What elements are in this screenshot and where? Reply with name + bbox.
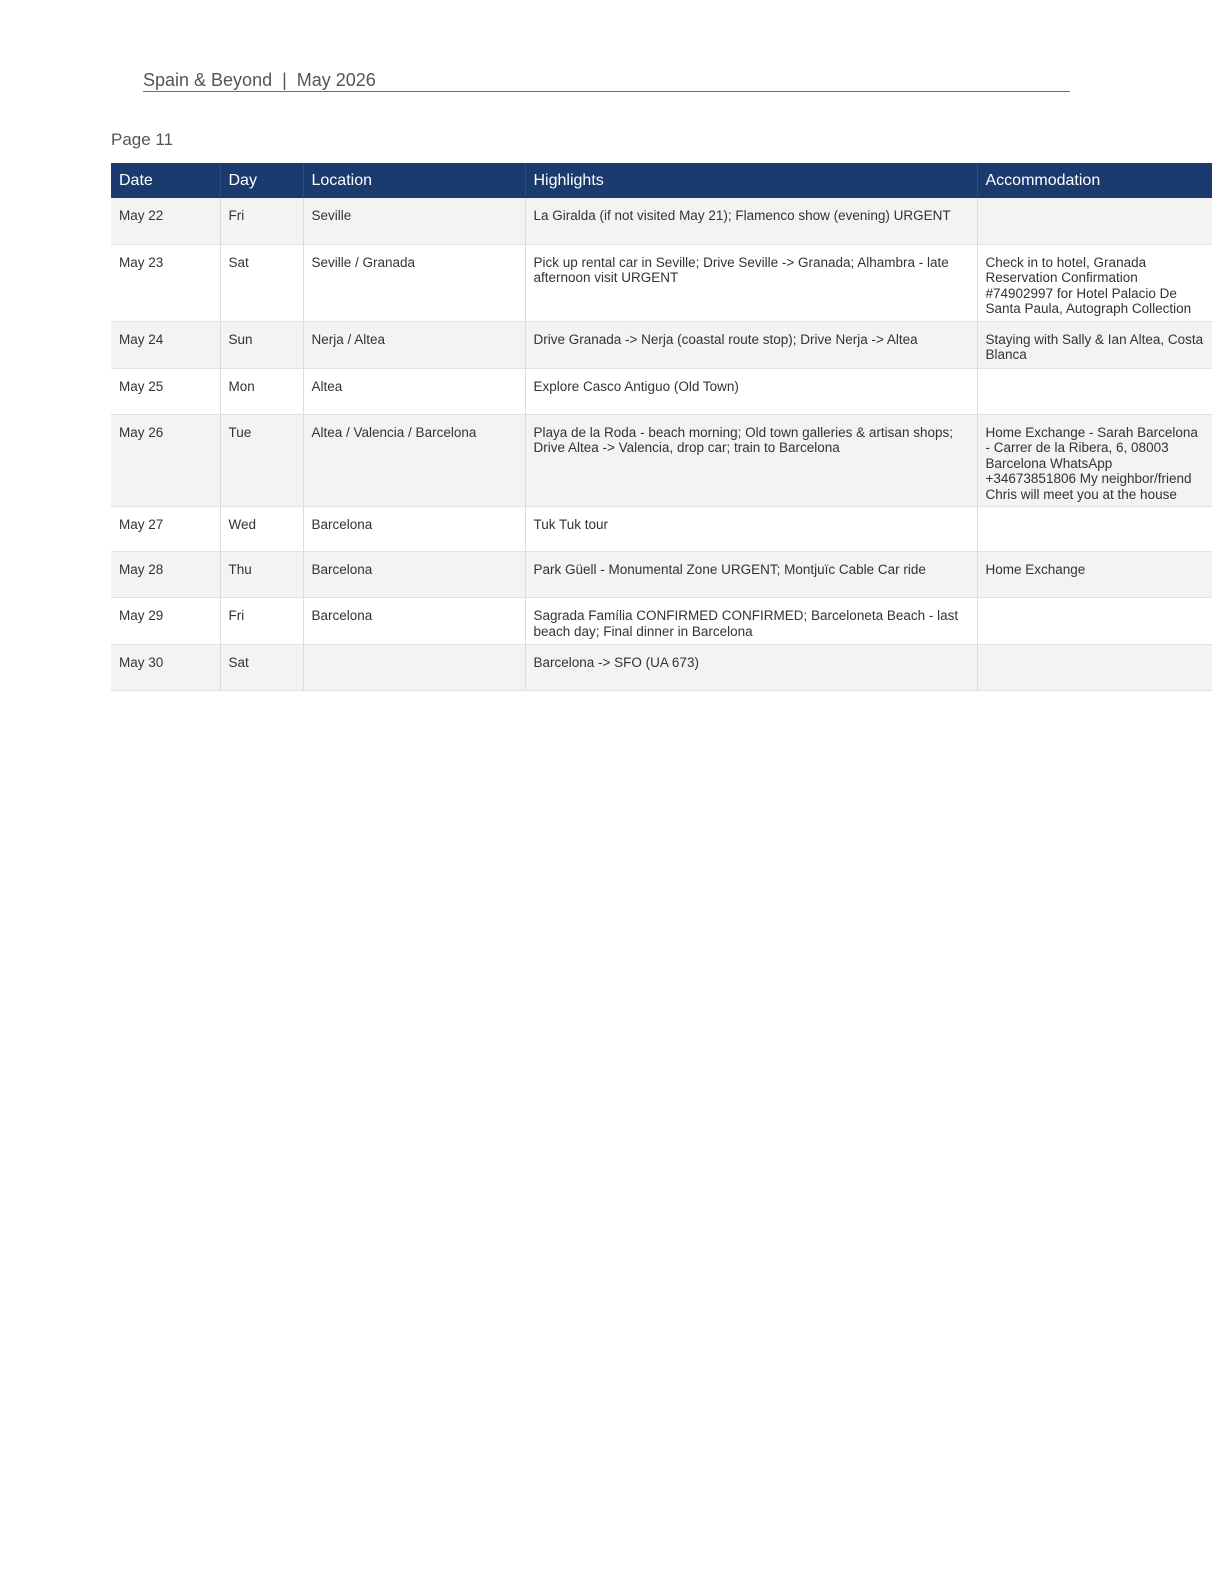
cell-day: Fri (220, 598, 303, 645)
cell-accommodation: Home Exchange - Sarah Barcelona - Carrer de la Ribera, 6, 08003 Barcelona WhatsApp +34673851806 My neighbor/friend Chris will meet you at the house (977, 414, 1212, 507)
table-row (111, 321, 1212, 368)
table-row (111, 414, 1212, 507)
cell-day: Mon (220, 368, 303, 414)
cell-accommodation (977, 368, 1212, 414)
cell-accommodation: Check in to hotel, Granada Reservation Confirmation #74902997 for Hotel Palacio De Santa Paula, Autograph Collection (977, 244, 1212, 321)
cell-accommodation (977, 198, 1212, 244)
cell-location: Altea / Valencia / Barcelona (303, 414, 525, 507)
cell-location: Barcelona (303, 598, 525, 645)
cell-date: May 29 (111, 598, 220, 645)
cell-highlights: La Giralda (if not visited May 21); Flamenco show (evening) URGENT (525, 198, 977, 244)
cell-day: Tue (220, 414, 303, 507)
cell-location: Seville (303, 198, 525, 244)
cell-date: May 26 (111, 414, 220, 507)
column-header-accommodation: Accommodation (977, 163, 1212, 198)
cell-highlights: Sagrada Família CONFIRMED CONFIRMED; Barceloneta Beach - last beach day; Final dinner in Barcelona (525, 598, 977, 645)
cell-location: Nerja / Altea (303, 321, 525, 368)
cell-highlights: Park Güell - Monumental Zone URGENT; Montjuïc Cable Car ride (525, 552, 977, 598)
column-header-highlights: Highlights (525, 163, 977, 198)
cell-location: Altea (303, 368, 525, 414)
cell-accommodation: Staying with Sally & Ian Altea, Costa Blanca (977, 321, 1212, 368)
cell-date: May 23 (111, 244, 220, 321)
table-header-row (111, 163, 1212, 198)
table-row (111, 598, 1212, 645)
table-row (111, 198, 1212, 244)
cell-accommodation (977, 507, 1212, 552)
table-row (111, 552, 1212, 598)
cell-highlights: Explore Casco Antiguo (Old Town) (525, 368, 977, 414)
cell-date: May 25 (111, 368, 220, 414)
cell-day: Sat (220, 645, 303, 691)
cell-highlights: Barcelona -> SFO (UA 673) (525, 645, 977, 691)
cell-highlights: Pick up rental car in Seville; Drive Seville -> Granada; Alhambra - late afternoon visit URGENT (525, 244, 977, 321)
cell-location (303, 645, 525, 691)
cell-highlights: Tuk Tuk tour (525, 507, 977, 552)
table-row (111, 244, 1212, 321)
table-row (111, 368, 1212, 414)
page-number: Page 11 (111, 130, 174, 149)
cell-date: May 24 (111, 321, 220, 368)
cell-day: Thu (220, 552, 303, 598)
table-row (111, 645, 1212, 691)
cell-day: Wed (220, 507, 303, 552)
cell-highlights: Playa de la Roda - beach morning; Old town galleries & artisan shops; Drive Altea -> Valencia, drop car; train to Barcelona (525, 414, 977, 507)
cell-accommodation: Home Exchange (977, 552, 1212, 598)
cell-day: Fri (220, 198, 303, 244)
itinerary-table (111, 163, 1212, 691)
cell-location: Barcelona (303, 552, 525, 598)
column-header-day: Day (220, 163, 303, 198)
column-header-date: Date (111, 163, 220, 198)
cell-highlights: Drive Granada -> Nerja (coastal route stop); Drive Nerja -> Altea (525, 321, 977, 368)
cell-accommodation (977, 645, 1212, 691)
cell-date: May 27 (111, 507, 220, 552)
cell-date: May 22 (111, 198, 220, 244)
cell-date: May 28 (111, 552, 220, 598)
page-header (143, 70, 1070, 92)
table-row (111, 507, 1212, 552)
cell-day: Sat (220, 244, 303, 321)
cell-date: May 30 (111, 645, 220, 691)
column-header-location: Location (303, 163, 525, 198)
header-title: Spain & Beyond | May 2026 (143, 70, 376, 90)
cell-location: Seville / Granada (303, 244, 525, 321)
cell-accommodation (977, 598, 1212, 645)
cell-location: Barcelona (303, 507, 525, 552)
cell-day: Sun (220, 321, 303, 368)
